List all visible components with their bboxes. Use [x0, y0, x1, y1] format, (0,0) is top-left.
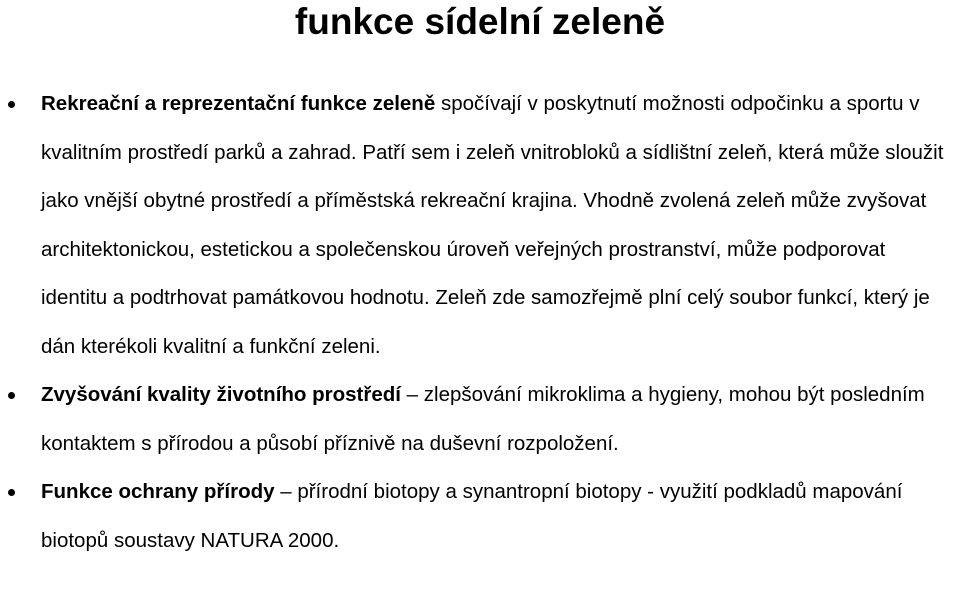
bullet-item-recreational	[0, 80, 960, 371]
bullet-icon	[8, 101, 15, 108]
bullet-lead: Funkce ochrany přírody	[41, 480, 275, 503]
bullet-text: – zlepšování mikroklima a hygieny, mohou být posledním kontaktem s přírodou a působí příznivě na duševní rozpoložení.	[41, 383, 925, 455]
bullet-text: – přírodní biotopy a synantropní biotopy - využití podkladů mapování biotopů soustavy NATURA 2000.	[41, 480, 903, 552]
bullet-item-environment	[0, 371, 960, 468]
bullet-lead: Rekreační a reprezentační funkce zeleně	[41, 92, 436, 115]
bullet-list	[0, 80, 960, 565]
bullet-icon	[8, 489, 15, 496]
slide-title: funkce sídelní zeleně	[294, 1, 666, 42]
bullet-text: spočívají v poskytnutí možnosti odpočinku a sportu v kvalitním prostředí parků a zahrad. Patří sem i zeleň vnitrobloků a sídlištní zeleň, která může sloužit jako vnější obytné prostředí a příměstská rekreační krajina. Vhodně zvolená zeleň může zvyšovat architektonickou, estetickou a společenskou úroveň veřejných prostranství, může podporovat identitu a podtrhovat památkovou hodnotu. Zeleň zde samozřejmě plní celý soubor funkcí, který je dán kterékoli kvalitní a funkční zeleni.	[41, 92, 944, 358]
bullet-icon	[8, 392, 15, 399]
bullet-item-nature-protection	[0, 468, 960, 565]
bullet-lead: Zvyšování kvality životního prostředí	[41, 383, 401, 406]
